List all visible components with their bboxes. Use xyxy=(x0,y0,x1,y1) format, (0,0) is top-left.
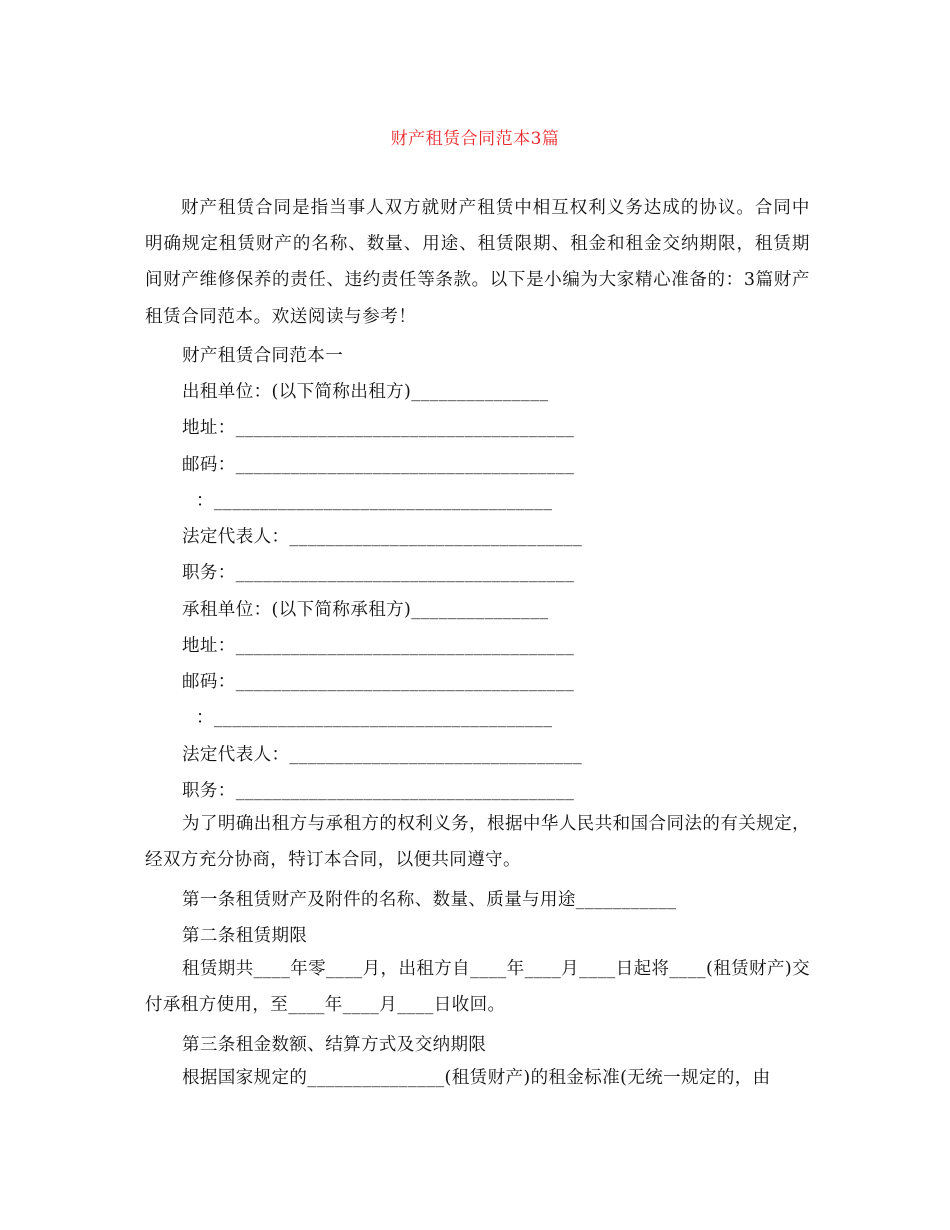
lessee-postcode-line: 邮码：_____________________________________ xyxy=(182,672,575,692)
lessor-postcode-line: 邮码：_____________________________________ xyxy=(182,455,575,475)
article-2-heading: 第二条租赁期限 xyxy=(182,926,308,946)
intro-paragraph: 财产租赁合同是指当事人双方就财产租赁中相互权利义务达成的协议。合同中明确规定租赁财产的名称、数量、用途、租赁限期、租金和租金交纳期限，租赁期间财产维修保养的责任、违约责任等条款。以下是小编为大家精心准备的：3篇财产租赁合同范本。欢送阅读与参考！ xyxy=(145,198,810,327)
article-3-body: 根据国家规定的_______________(租赁财产)的租金标准(无统一规定的，由 xyxy=(182,1068,771,1088)
article-3-heading: 第三条租金数额、结算方式及交纳期限 xyxy=(182,1035,487,1055)
article-2-body: 租赁期共____年零____月，出租方自____年____月____日起将____(租赁财产)交付承租方使用，至____年____月____日收回。 xyxy=(145,959,810,1016)
article-1-heading: 第一条租赁财产及附件的名称、数量、质量与用途___________ xyxy=(182,890,677,910)
lessee-unit-line: 承租单位：(以下简称承租方)_______________ xyxy=(182,600,549,620)
section-heading: 财产租赁合同范本一 xyxy=(182,346,344,366)
lessee-title-line: 职务：_____________________________________ xyxy=(182,781,575,801)
lessor-title-line: 职务：_____________________________________ xyxy=(182,563,575,583)
lessor-rep-line: 法定代表人：________________________________ xyxy=(182,527,583,547)
lessee-blank-line: ：_____________________________________ xyxy=(196,708,553,728)
preamble-paragraph: 为了明确出租方与承租方的权利义务，根据中华人民共和国合同法的有关规定，经双方充分协商，特订本合同，以便共同遵守。 xyxy=(145,814,810,871)
lessor-unit-line: 出租单位：(以下简称出租方)_______________ xyxy=(182,382,549,402)
lessor-blank-line: ：_____________________________________ xyxy=(196,491,553,511)
document-title: 财产租赁合同范本3篇 xyxy=(390,129,560,149)
lessee-address-line: 地址：_____________________________________ xyxy=(182,636,575,656)
lessee-rep-line: 法定代表人：________________________________ xyxy=(182,745,583,765)
lessor-address-line: 地址：_____________________________________ xyxy=(182,418,575,438)
